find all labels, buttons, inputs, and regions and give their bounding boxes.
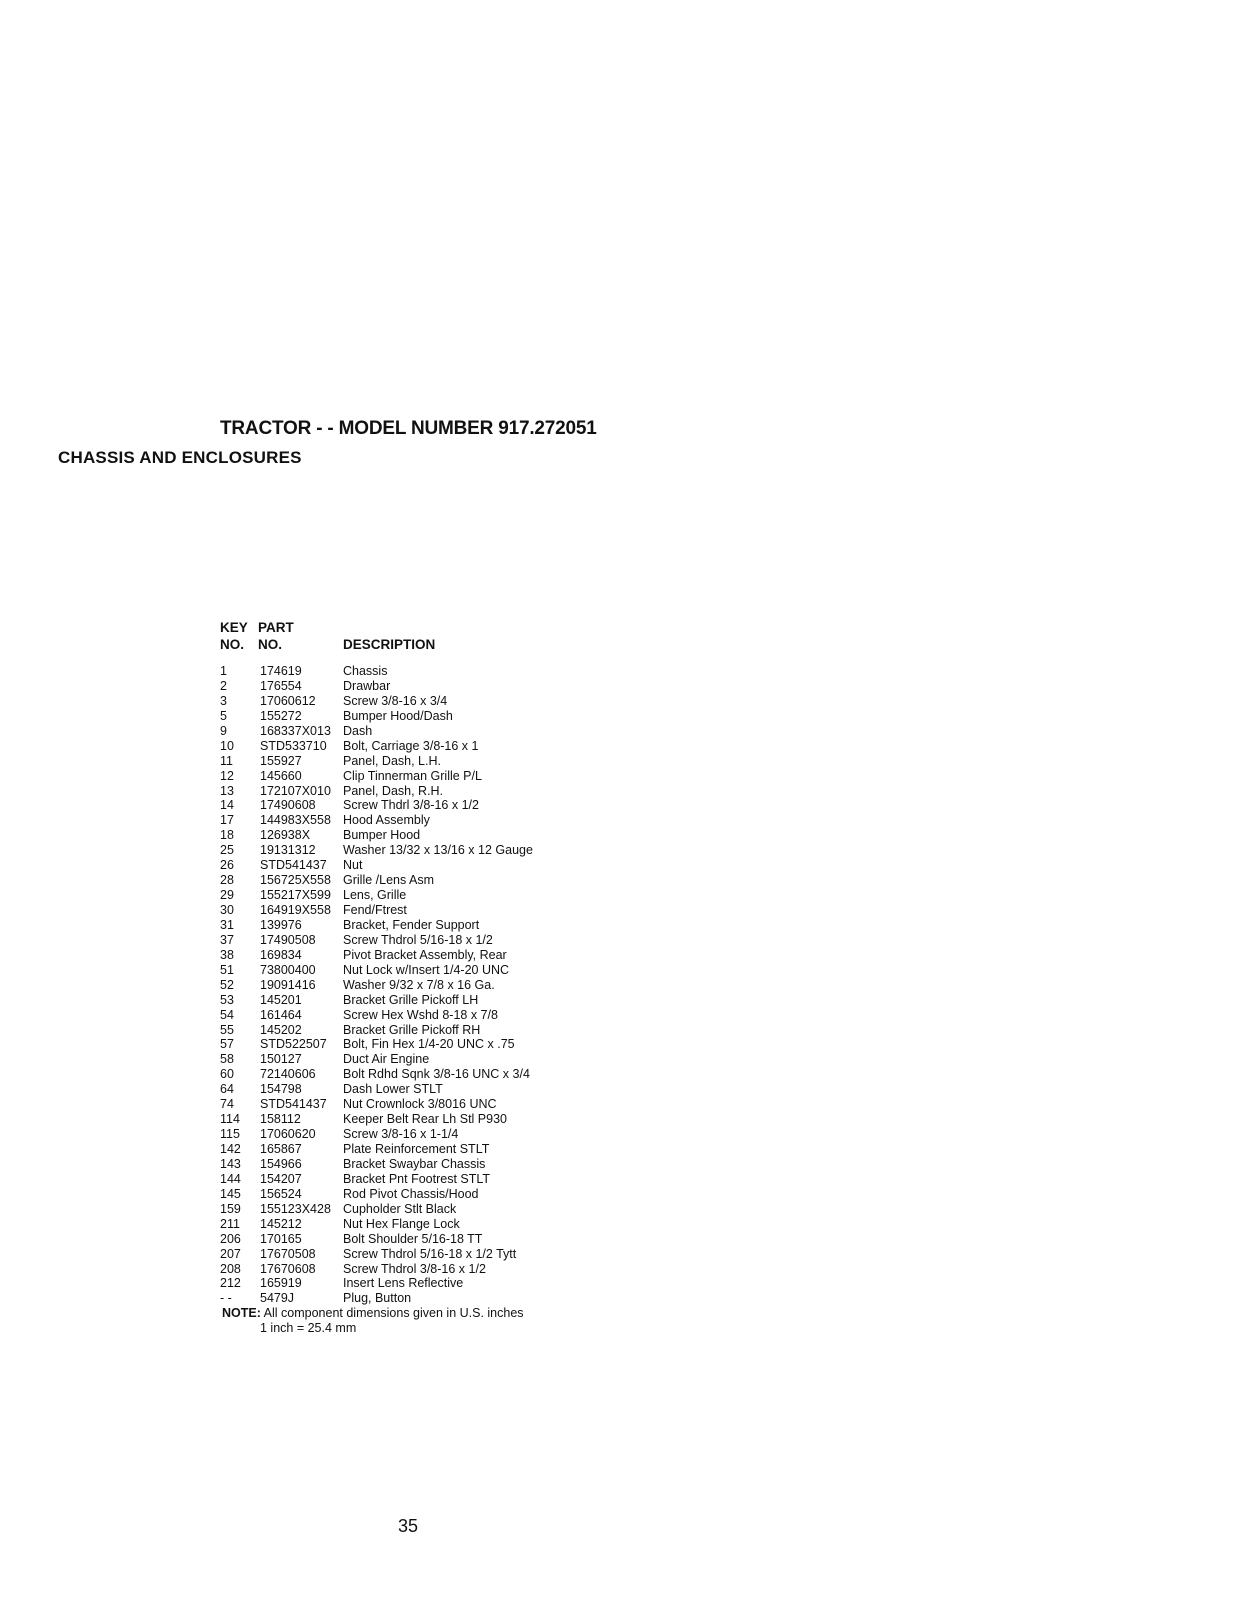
description-cell: Panel, Dash, R.H.	[343, 783, 444, 798]
part-number-cell: 168337X013	[260, 723, 331, 738]
key-cell: 207	[220, 1246, 241, 1261]
page-title: TRACTOR - - MODEL NUMBER 917.272051	[220, 418, 597, 439]
description-cell: Plug, Button	[343, 1291, 412, 1306]
key-cell: 26	[220, 858, 234, 873]
part-number-cell: 19131312	[260, 843, 316, 858]
description-cell: Chassis	[343, 664, 388, 678]
description-cell: Lens, Grille	[343, 888, 407, 903]
part-number-cell: 165919	[260, 1276, 302, 1291]
key-cell: 37	[220, 932, 234, 947]
description-cell: Screw Thdrol 5/16-18 x 1/2	[343, 932, 493, 947]
description-cell: Cupholder Stlt Black	[343, 1201, 457, 1216]
description-cell: Bracket Grille Pickoff LH	[343, 992, 479, 1007]
part-number-cell: 5479J	[260, 1291, 295, 1306]
description-cell: Bolt Shoulder 5/16-18 TT	[343, 1231, 483, 1246]
part-number-cell: 165867	[260, 1142, 302, 1156]
key-cell: 74	[220, 1097, 234, 1112]
key-cell: 9	[220, 723, 227, 738]
key-cell: 144	[220, 1171, 241, 1186]
key-cell: 5	[220, 708, 227, 723]
key-cell: 142	[220, 1142, 241, 1156]
part-number-cell: 126938X	[260, 828, 311, 843]
key-cell: 12	[220, 768, 234, 783]
description-cell: Panel, Dash, L.H.	[343, 753, 441, 768]
note-line-1: All component dimensions given in U.S. inches	[260, 1306, 524, 1320]
key-cell: 10	[220, 738, 234, 753]
part-number-cell: STD541437	[260, 1097, 327, 1112]
key-header-top: KEY	[220, 620, 248, 635]
key-cell: 143	[220, 1156, 241, 1171]
description-cell: Bracket, Fender Support	[343, 917, 480, 932]
key-cell: 17	[220, 813, 234, 828]
description-cell: Duct Air Engine	[343, 1052, 430, 1067]
key-cell: 25	[220, 843, 234, 858]
description-cell: Dash Lower STLT	[343, 1082, 443, 1097]
key-cell: 211	[220, 1216, 240, 1231]
description-cell: Screw 3/8-16 x 3/4	[343, 693, 448, 708]
description-cell: Washer 13/32 x 13/16 x 12 Gauge	[343, 843, 533, 858]
description-cell: Screw Thdrol 5/16-18 x 1/2 Tytt	[343, 1246, 517, 1261]
description-cell: Pivot Bracket Assembly, Rear	[343, 947, 507, 962]
part-number-cell: 17670608	[260, 1261, 316, 1276]
part-number-cell: 169834	[260, 947, 302, 962]
part-number-cell: 155927	[260, 753, 302, 768]
key-cell: 115	[220, 1127, 240, 1142]
description-cell: Grille /Lens Asm	[343, 873, 435, 888]
key-cell: 55	[220, 1022, 234, 1037]
key-cell: 29	[220, 888, 234, 903]
part-number-cell: 154798	[260, 1082, 302, 1097]
description-cell: Screw Thdrol 3/8-16 x 1/2	[343, 1261, 486, 1276]
description-cell: Washer 9/32 x 7/8 x 16 Ga.	[343, 977, 495, 992]
part-number-cell: 164919X558	[260, 903, 331, 917]
part-header-top: PART	[258, 620, 294, 635]
description-cell: Bracket Grille Pickoff RH	[343, 1022, 481, 1037]
key-cell: 114	[220, 1112, 240, 1127]
part-number-cell: 156524	[260, 1186, 302, 1201]
part-number-cell: 145202	[260, 1022, 302, 1037]
part-number-cell: 17670508	[260, 1246, 316, 1261]
description-cell: Nut Crownlock 3/8016 UNC	[343, 1097, 497, 1112]
description-cell: Drawbar	[343, 678, 391, 693]
key-cell: 206	[220, 1231, 241, 1246]
part-number-cell: 155217X599	[260, 888, 331, 903]
part-header-bottom: NO.	[258, 637, 283, 652]
part-number-cell: 172107X010	[260, 783, 331, 798]
part-number-cell: 72140606	[260, 1067, 316, 1082]
part-number-cell: 156725X558	[260, 873, 331, 888]
part-number-cell: 17490508	[260, 932, 316, 947]
part-number-cell: 174619	[260, 664, 302, 678]
key-cell: 208	[220, 1261, 241, 1276]
part-number-cell: 17060620	[260, 1127, 316, 1142]
description-cell: Bolt, Fin Hex 1/4-20 UNC x .75	[343, 1037, 515, 1052]
key-cell: 64	[220, 1082, 234, 1097]
part-number-cell: STD533710	[260, 738, 327, 753]
key-cell: 212	[220, 1276, 241, 1291]
description-cell: Bumper Hood/Dash	[343, 708, 453, 723]
description-cell: Nut Lock w/Insert 1/4-20 UNC	[343, 962, 510, 977]
key-cell: 1	[220, 664, 227, 678]
key-cell: 52	[220, 977, 234, 992]
note-line-2: 1 inch = 25.4 mm	[260, 1321, 357, 1335]
note	[222, 1306, 524, 1336]
description-cell: Rod Pivot Chassis/Hood	[343, 1186, 479, 1201]
part-number-cell: 19091416	[260, 977, 316, 992]
page-number: 35	[398, 1516, 419, 1536]
description-cell: Screw Thdrl 3/8-16 x 1/2	[343, 798, 479, 813]
part-number-cell: 158112	[260, 1112, 301, 1127]
description-header: DESCRIPTION	[343, 637, 436, 652]
description-cell: Clip Tinnerman Grille P/L	[343, 768, 482, 783]
key-cell: 14	[220, 798, 234, 813]
description-cell: Nut	[343, 858, 363, 873]
part-number-cell: 155123X428	[260, 1201, 331, 1216]
part-number-cell: 145212	[260, 1216, 302, 1231]
key-cell: 2	[220, 678, 227, 693]
description-cell: Dash	[343, 723, 373, 738]
key-cell: 38	[220, 947, 234, 962]
description-cell: Screw Hex Wshd 8-18 x 7/8	[343, 1007, 498, 1022]
part-number-cell: 154966	[260, 1156, 302, 1171]
part-number-cell: 154207	[260, 1171, 302, 1186]
key-cell: 11	[220, 753, 233, 768]
description-cell: Bolt Rdhd Sqnk 3/8-16 UNC x 3/4	[343, 1067, 530, 1082]
part-number-cell: 155272	[260, 708, 302, 723]
description-cell: Hood Assembly	[343, 813, 430, 828]
key-cell: - -	[220, 1291, 232, 1306]
key-cell: 28	[220, 873, 234, 888]
key-cell: 60	[220, 1067, 234, 1082]
description-cell: Plate Reinforcement STLT	[343, 1142, 490, 1156]
key-cell: 31	[220, 917, 234, 932]
key-cell: 51	[220, 962, 234, 977]
key-cell: 18	[220, 828, 234, 843]
part-number-cell: STD541437	[260, 858, 327, 873]
key-cell: 57	[220, 1037, 234, 1052]
part-number-cell: STD522507	[260, 1037, 327, 1052]
part-number-cell: 73800400	[260, 962, 316, 977]
section-heading: CHASSIS AND ENCLOSURES	[58, 448, 302, 467]
note-label: NOTE:	[222, 1306, 261, 1320]
part-number-cell: 145201	[260, 992, 302, 1007]
key-cell: 145	[220, 1186, 241, 1201]
key-cell: 30	[220, 903, 234, 917]
part-number-cell: 17060612	[260, 693, 316, 708]
part-number-cell: 139976	[260, 917, 302, 932]
part-number-cell: 17490608	[260, 798, 316, 813]
description-cell: Bumper Hood	[343, 828, 421, 843]
description-cell: Nut Hex Flange Lock	[343, 1216, 460, 1231]
description-cell: Bracket Swaybar Chassis	[343, 1156, 486, 1171]
description-cell: Keeper Belt Rear Lh Stl P930	[343, 1112, 507, 1127]
key-cell: 54	[220, 1007, 234, 1022]
key-cell: 13	[220, 783, 234, 798]
part-number-cell: 170165	[260, 1231, 302, 1246]
key-header-bottom: NO.	[220, 637, 245, 652]
description-cell: Bolt, Carriage 3/8-16 x 1	[343, 738, 479, 753]
description-cell: Fend/Ftrest	[343, 903, 407, 917]
description-cell: Bracket Pnt Footrest STLT	[343, 1171, 491, 1186]
part-number-cell: 161464	[260, 1007, 302, 1022]
part-number-cell: 145660	[260, 768, 302, 783]
part-number-cell: 176554	[260, 678, 302, 693]
part-number-cell: 144983X558	[260, 813, 331, 828]
key-cell: 3	[220, 693, 227, 708]
description-cell: Screw 3/8-16 x 1-1/4	[343, 1127, 459, 1142]
description-cell: Insert Lens Reflective	[343, 1276, 464, 1291]
key-cell: 58	[220, 1052, 234, 1067]
part-number-cell: 150127	[260, 1052, 302, 1067]
key-cell: 159	[220, 1201, 241, 1216]
key-cell: 53	[220, 992, 234, 1007]
